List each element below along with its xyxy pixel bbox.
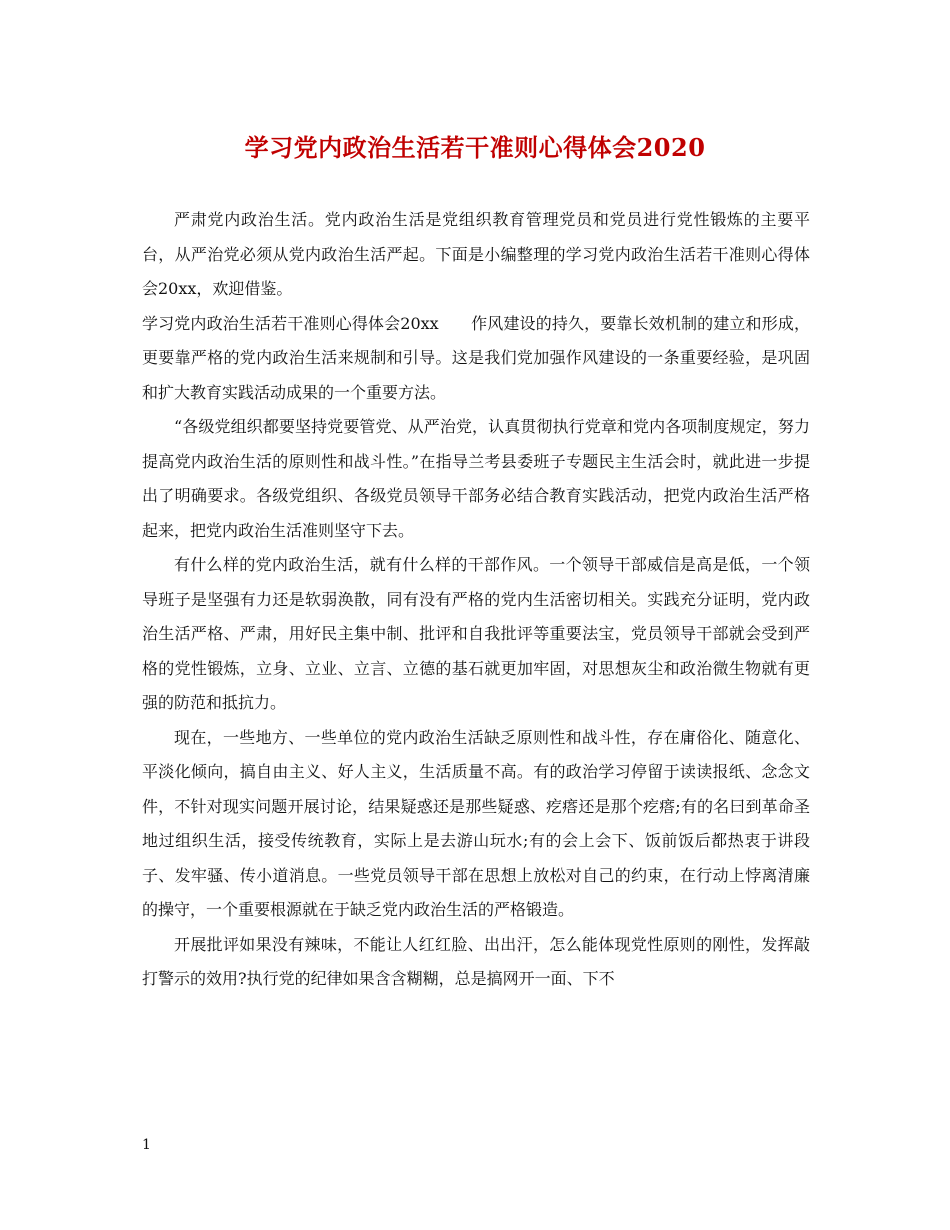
paragraph-problems: 现在，一些地方、一些单位的党内政治生活缺乏原则性和战斗性，存在庸俗化、随意化、平淡化倾向，搞自由主义、好人主义，生活质量不高。有的政治学习停留于读读报纸、念念文件，不针对现实问题开展讨论，结果疑惑还是那些疑惑、疙瘩还是那个疙瘩;有的名曰到革命圣地过组织生活，接受传统教育，实际上是去游山玩水;有的会上会下、饭前饭后都热衷于讲段子、发牢骚、传小道消息。一些党员领导干部在思想上放松对自己的约束，在行动上悖离清廉的操守，一个重要根源就在于缺乏党内政治生活的严格锻造。 xyxy=(142,727,810,919)
document-title: 学习党内政治生活若干准则心得体会2020 xyxy=(244,133,706,162)
paragraph-heading-line: 学习党内政治生活若干准则心得体会20xx 作风建设的持久，要靠长效机制的建立和形成，更要靠严格的党内政治生活来规制和引导。这是我们党加强作风建设的一条重要经验，是巩固和扩大教育实践活动成果的一个重要方法。 xyxy=(142,313,810,402)
paragraph-intro: 严肃党内政治生活。党内政治生活是党组织教育管理党员和党员进行党性锻炼的主要平台，从严治党必须从党内政治生活严起。下面是小编整理的学习党内政治生活若干准则心得体会20xx，欢迎借鉴。 xyxy=(142,210,810,298)
document-body xyxy=(142,203,810,997)
paragraph-criticism: 开展批评如果没有辣味，不能让人红红脸、出出汗，怎么能体现党性原则的刚性，发挥敲打警示的效用?执行党的纪律如果含含糊糊，总是搞网开一面、下不 xyxy=(142,934,810,988)
page-number: 1 xyxy=(142,1137,151,1153)
paragraph-quote: “各级党组织都要坚持党要管党、从严治党，认真贯彻执行党章和党内各项制度规定，努力提高党内政治生活的原则性和战斗性。”在指导兰考县委班子专题民主生活会时，就此进一步提出了明确要求。各级党组织、各级党员领导干部务必结合教育实践活动，把党内政治生活严格起来，把党内政治生活准则坚守下去。 xyxy=(142,417,810,540)
paragraph-style: 有什么样的党内政治生活，就有什么样的干部作风。一个领导干部威信是高是低，一个领导班子是坚强有力还是软弱涣散，同有没有严格的党内生活密切相关。实践充分证明，党内政治生活严格、严肃，用好民主集中制、批评和自我批评等重要法宝，党员领导干部就会受到严格的党性锻炼，立身、立业、立言、立德的基石就更加牢固，对思想灰尘和政治微生物就有更强的防范和抵抗力。 xyxy=(142,555,810,712)
